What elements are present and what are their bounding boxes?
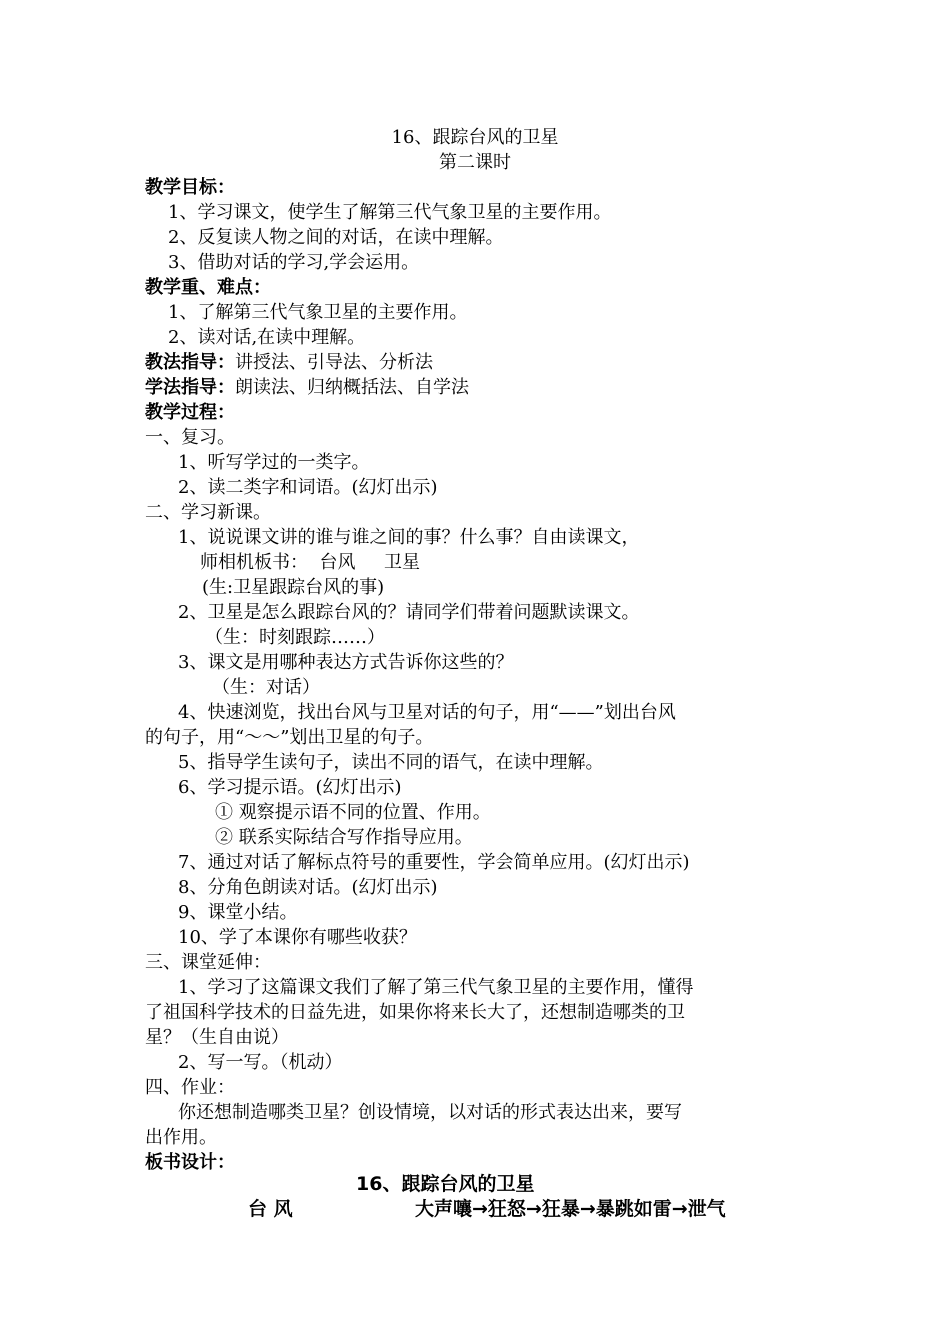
process-step: 6、学习提示语。(幻灯出示): [178, 777, 402, 798]
process-step: 5、指导学生读句子，读出不同的语气，在读中理解。: [178, 752, 604, 773]
sub-step: ② 联系实际结合写作指导应用。: [215, 827, 473, 848]
process-step: 10、学了本课你有哪些收获？: [178, 927, 417, 948]
goal-item: 1、学习课文，使学生了解第三代气象卫星的主要作用。: [168, 202, 612, 223]
key-point-item: 1、了解第三代气象卫星的主要作用。: [168, 302, 468, 323]
teaching-method-label: 教法指导：: [145, 352, 235, 373]
document-title: 16、跟踪台风的卫星: [391, 127, 559, 148]
section-heading: 一、复习。: [145, 427, 235, 448]
goal-item: 2、反复读人物之间的对话，在读中理解。: [168, 227, 504, 248]
sub-step: ① 观察提示语不同的位置、作用。: [215, 802, 491, 823]
goals-heading: 教学目标：: [145, 177, 235, 198]
board-design-heading: 板书设计：: [145, 1152, 235, 1173]
process-step-continued: 的句子，用“～～”划出卫星的句子。: [145, 727, 434, 748]
key-points-heading: 教学重、难点：: [145, 277, 271, 298]
teaching-method: [145, 350, 433, 375]
board-left-label: 台 风: [248, 1198, 293, 1220]
section-heading: 二、学习新课。: [145, 502, 271, 523]
homework-text: 你还想制造哪类卫星？创设情境，以对话的形式表达出来，要写: [178, 1102, 682, 1123]
student-answer: （生：对话）: [212, 677, 320, 698]
board-note: 师相机板书： 台风 卫星: [200, 552, 421, 573]
goal-item: 3、借助对话的学习,学会运用。: [168, 252, 420, 273]
learning-method-label: 学法指导：: [145, 377, 235, 398]
process-step: 2、写一写。（机动）: [178, 1052, 343, 1073]
process-step: 1、学习了这篇课文我们了解了第三代气象卫星的主要作用，懂得: [178, 977, 694, 998]
student-answer: (生:卫星跟踪台风的事): [202, 577, 385, 598]
section-heading: 三、课堂延伸：: [145, 952, 271, 973]
document-subtitle: 第二课时: [439, 152, 511, 173]
student-answer: （生：时刻跟踪……）: [205, 627, 385, 648]
process-step: 2、卫星是怎么跟踪台风的？请同学们带着问题默读课文。: [178, 602, 640, 623]
process-step-continued: 了祖国科学技术的日益先进，如果你将来长大了，还想制造哪类的卫: [145, 1002, 685, 1023]
process-heading: 教学过程：: [145, 402, 235, 423]
process-step: 9、课堂小结。: [178, 902, 298, 923]
board-title: 16、跟踪台风的卫星: [356, 1173, 535, 1195]
process-step: 7、通过对话了解标点符号的重要性，学会简单应用。(幻灯出示): [178, 852, 690, 873]
section-heading: 四、作业：: [145, 1077, 235, 1098]
process-step: 1、听写学过的一类字。: [178, 452, 370, 473]
process-step: 4、快速浏览，找出台风与卫星对话的句子，用“——”划出台风: [178, 702, 676, 723]
board-right-sequence: 大声嚷→狂怒→狂暴→暴跳如雷→泄气: [415, 1198, 726, 1220]
learning-method-value: 朗读法、归纳概括法、自学法: [235, 377, 469, 398]
process-step: 1、说说课文讲的谁与谁之间的事？什么事？自由读课文，: [178, 527, 640, 548]
learning-method: [145, 375, 469, 400]
process-step: 2、读二类字和词语。(幻灯出示): [178, 477, 438, 498]
teaching-method-value: 讲授法、引导法、分析法: [235, 352, 433, 373]
homework-text-continued: 出作用。: [145, 1127, 217, 1148]
key-point-item: 2、读对话,在读中理解。: [168, 327, 366, 348]
process-step-continued: 星？（生自由说）: [145, 1027, 289, 1048]
process-step: 8、分角色朗读对话。(幻灯出示): [178, 877, 438, 898]
process-step: 3、课文是用哪种表达方式告诉你这些的？: [178, 652, 514, 673]
